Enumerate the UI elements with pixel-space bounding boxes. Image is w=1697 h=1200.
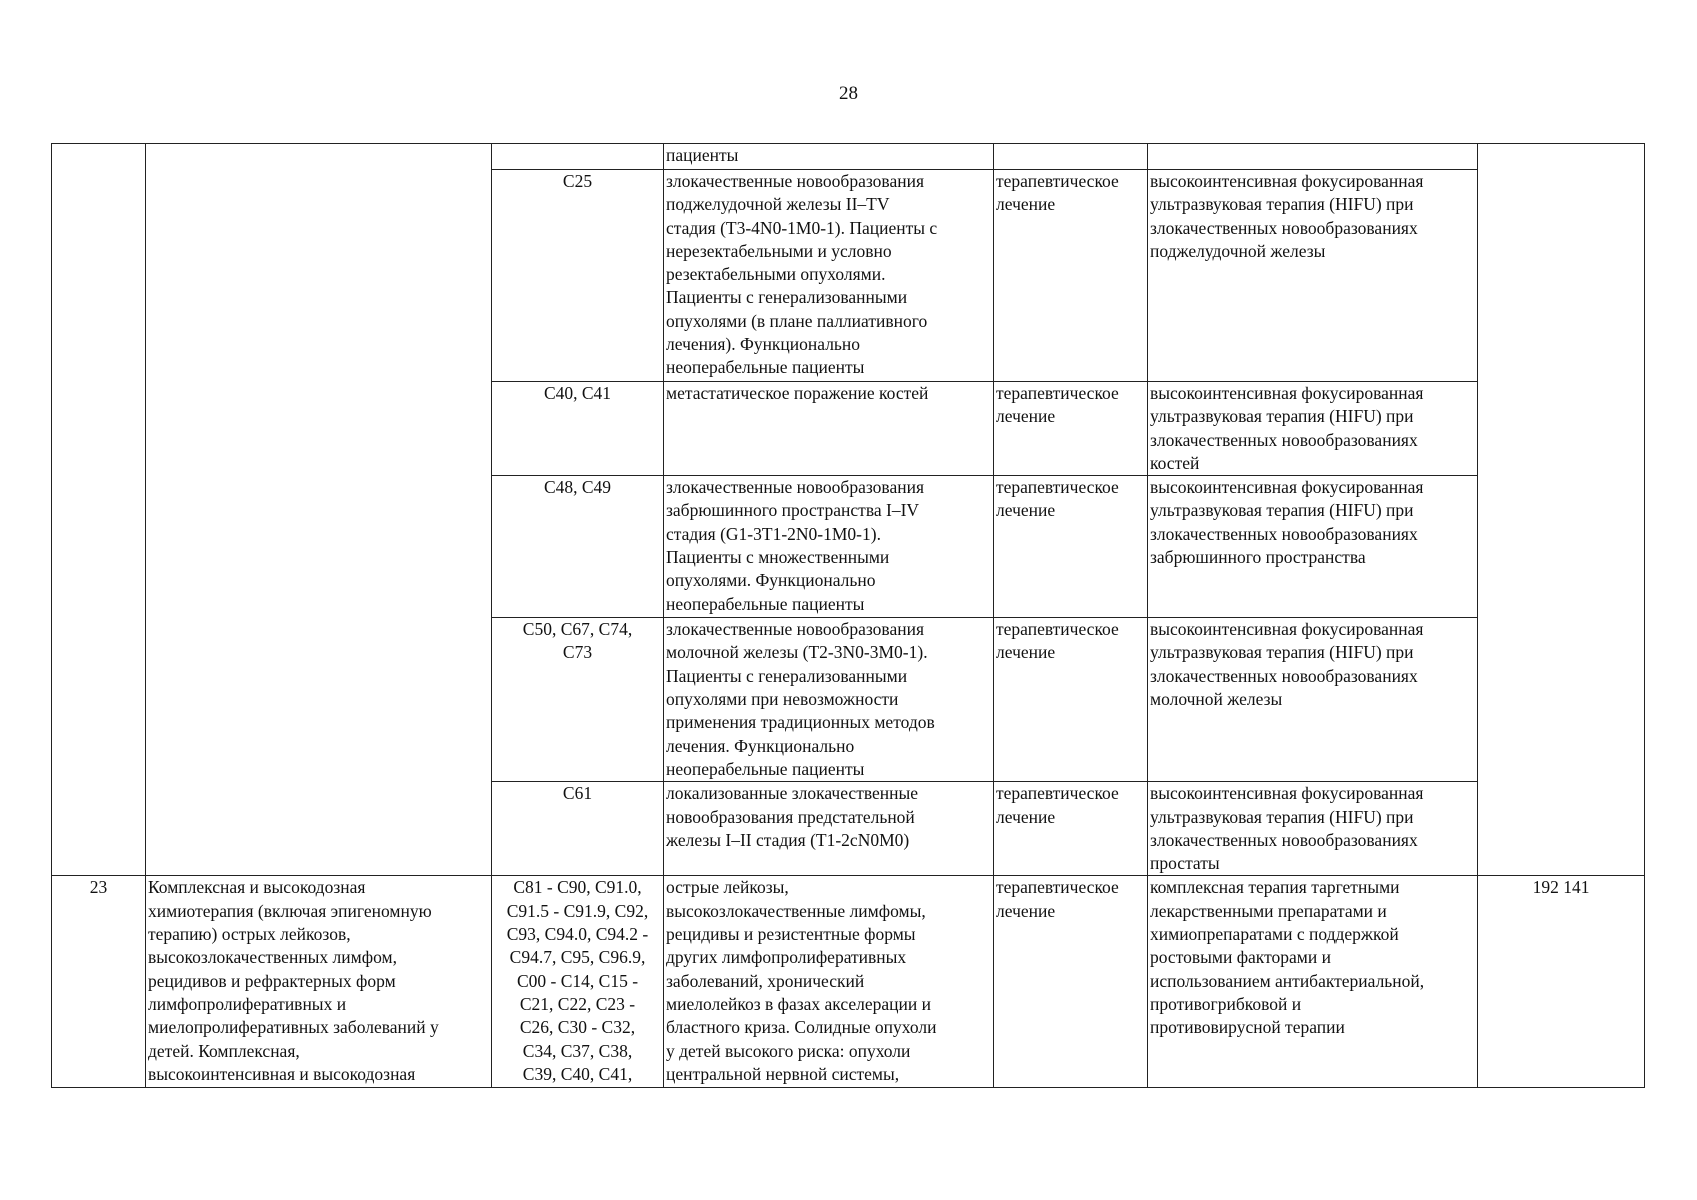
treatment-method-cell: комплексная терапия таргетными лекарственными препаратами и химиопрепаратами с поддержкой ростовыми факторами и использованием антибактериальной, противогрибковой и противовирусной терапии <box>1148 876 1478 1088</box>
treatment-method-cell <box>1148 144 1478 170</box>
patient-model-cell: злокачественные новообразования поджелудочной железы II–TV стадия (T3-4N0-1M0-1). Пациенты с нерезектабельными и условно резектабельными опухолями. Пациенты с генерализованными опухолями (в плане паллиативного лечения). Функционально неоперабельные пациенты <box>664 170 994 382</box>
treatment-type-cell: терапевтическое лечение <box>994 382 1148 476</box>
treatment-method-cell: высокоинтенсивная фокусированная ультразвуковая терапия (HIFU) при злокачественных новообразованиях забрюшинного пространства <box>1148 476 1478 618</box>
treatment-type-cell: терапевтическое лечение <box>994 476 1148 618</box>
icd-code-cell: C40, C41 <box>492 382 664 476</box>
icd-code-cell: C50, C67, C74, C73 <box>492 618 664 782</box>
treatment-type-cell: терапевтическое лечение <box>994 876 1148 1088</box>
care-type-cell-empty <box>146 144 492 876</box>
treatment-method-cell: высокоинтенсивная фокусированная ультразвуковая терапия (HIFU) при злокачественных новообразованиях костей <box>1148 382 1478 476</box>
patient-model-cell: острые лейкозы, высокозлокачественные лимфомы, рецидивы и резистентные формы других лимфопролиферативных заболеваний, хронический миелолейкоз в фазах акселерации и бластного криза. Солидные опухоли у детей высокого риска: опухоли центральной нервной системы, <box>664 876 994 1088</box>
patient-model-cell: локализованные злокачественные новообразования предстательной железы I–II стадия (T1-2cN0M0) <box>664 782 994 876</box>
treatment-method-cell: высокоинтенсивная фокусированная ультразвуковая терапия (HIFU) при злокачественных новообразованиях молочной железы <box>1148 618 1478 782</box>
icd-code-cell: C25 <box>492 170 664 382</box>
treatment-method-cell: высокоинтенсивная фокусированная ультразвуковая терапия (HIFU) при злокачественных новообразованиях простаты <box>1148 782 1478 876</box>
row-number-cell: 23 <box>52 876 146 1088</box>
treatment-method-cell: высокоинтенсивная фокусированная ультразвуковая терапия (HIFU) при злокачественных новообразованиях поджелудочной железы <box>1148 170 1478 382</box>
row-number-cell-empty <box>52 144 146 876</box>
patient-model-cell: метастатическое поражение костей <box>664 382 994 476</box>
table-row-23 <box>52 876 1645 1088</box>
medical-care-table <box>51 143 1645 1088</box>
care-type-cell: Комплексная и высокодозная химиотерапия (включая эпигеномную терапию) острых лейкозов, высокозлокачественных лимфом, рецидивов и рефрактерных форм лимфопролиферативных и миелопролиферативных заболеваний у детей. Комплексная, высокоинтенсивная и высокодозная <box>146 876 492 1088</box>
table-row <box>52 144 1645 170</box>
treatment-type-cell: терапевтическое лечение <box>994 618 1148 782</box>
cost-cell: 192 141 <box>1478 876 1645 1088</box>
cost-cell-empty <box>1478 144 1645 876</box>
patient-model-cell: злокачественные новообразования молочной железы (T2-3N0-3M0-1). Пациенты с генерализованными опухолями при невозможности применения традиционных методов лечения. Функционально неоперабельные пациенты <box>664 618 994 782</box>
page-number: 28 <box>839 83 858 104</box>
icd-code-cell: C61 <box>492 782 664 876</box>
icd-code-cell <box>492 144 664 170</box>
treatment-type-cell: терапевтическое лечение <box>994 782 1148 876</box>
patient-model-cell: злокачественные новообразования забрюшинного пространства I–IV стадия (G1-3T1-2N0-1M0-1). Пациенты с множественными опухолями. Функционально неоперабельные пациенты <box>664 476 994 618</box>
icd-code-cell: C48, C49 <box>492 476 664 618</box>
patient-model-cell: пациенты <box>664 144 994 170</box>
icd-code-cell: C81 - C90, C91.0, C91.5 - C91.9, C92, C93, C94.0, C94.2 - C94.7, C95, C96.9, C00 - C14, C15 - C21, C22, C23 - C26, C30 - C32, C34, C37, C38, C39, C40, C41, <box>492 876 664 1088</box>
treatment-type-cell: терапевтическое лечение <box>994 170 1148 382</box>
treatment-type-cell <box>994 144 1148 170</box>
